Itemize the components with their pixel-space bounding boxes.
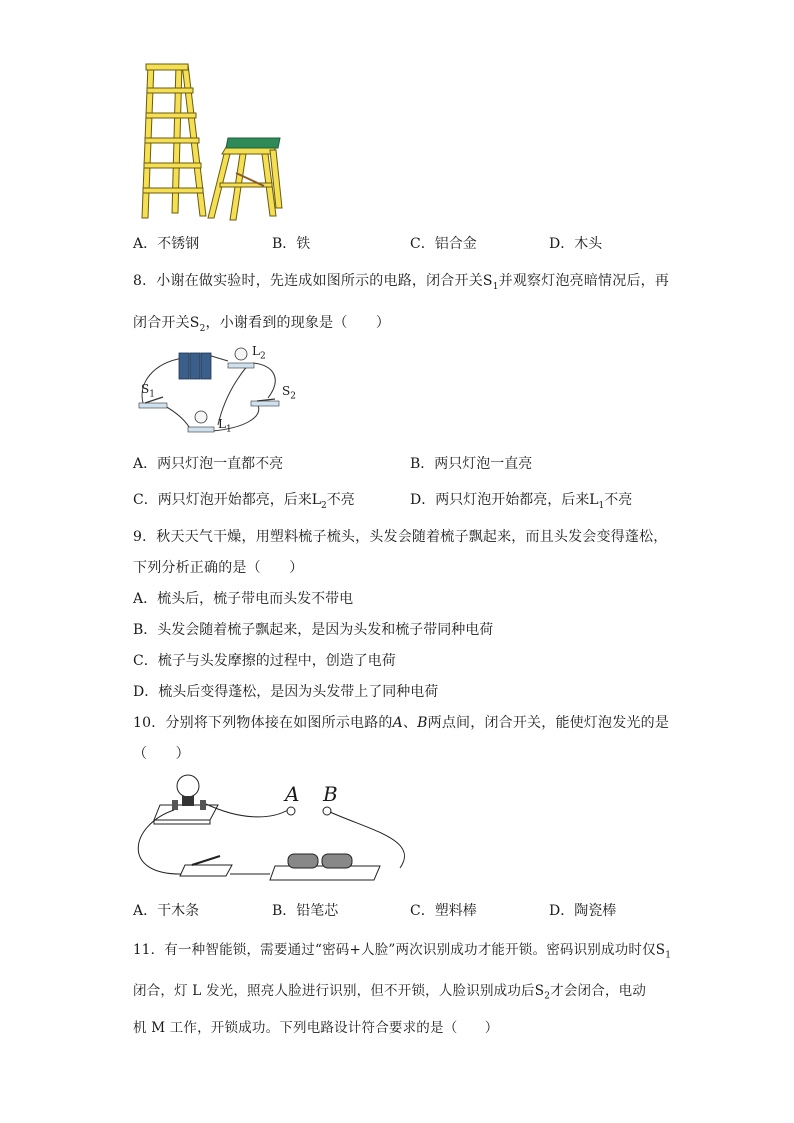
bulb-l1-icon <box>188 411 214 432</box>
label-s2-text: S <box>282 384 291 398</box>
q8-stem-line1-text-b: 并观察灯泡亮暗情况后，再 <box>498 273 670 289</box>
label-s2-sub: 2 <box>290 391 296 402</box>
q11-stem-line3: 机 M 工作，开锁成功。下列电路设计符合要求的是（ ） <box>133 1020 499 1036</box>
battery-icon <box>179 353 211 379</box>
label-s2 <box>282 384 296 401</box>
q11-stem-line2-sub: 2 <box>544 991 551 1002</box>
q8-option-b[interactable]: B．两只灯泡一直亮 <box>410 456 533 472</box>
q8-option-d-text-a: D．两只灯泡开始都亮，后来L <box>410 492 599 508</box>
bulb-l2-icon <box>228 348 254 368</box>
q8-stem-line2-text-a: 闭合开关S <box>133 315 200 331</box>
q10-stem-line1 <box>133 712 669 732</box>
q10-figure-label-b: B <box>323 782 338 806</box>
q8-option-c-sub: 2 <box>321 500 327 511</box>
q8-option-a[interactable]: A．两只灯泡一直都不亮 <box>133 456 284 472</box>
switch-icon <box>180 856 232 876</box>
label-l1-sub: 1 <box>225 424 232 435</box>
q8-option-c[interactable] <box>133 489 355 511</box>
q9-option-c[interactable]: C．梳子与头发摩擦的过程中，创造了电荷 <box>133 653 396 669</box>
label-s1-text: S <box>141 382 150 396</box>
label-l2-text: L <box>252 344 260 358</box>
q9-stem-line1: 9．秋天天气干燥，用塑料梳子梳头，头发会随着梳子飘起来，而且头发会变得蓬松， <box>133 529 668 545</box>
q8-option-c-text-a: C．两只灯泡开始都亮，后来L <box>133 492 322 508</box>
q11-stem-line2-text-a: 闭合，灯 L 发光，照亮人脸进行识别，但不开锁，人脸识别成功后S <box>133 983 545 999</box>
q8-option-d[interactable] <box>410 489 632 511</box>
q7-option-c[interactable]: C．铝合金 <box>410 236 477 252</box>
q11-stem-line1-text: 11．有一种智能锁，需要通过“密码+人脸”两次识别成功才能开锁。密码识别成功时仅S <box>133 942 666 958</box>
q10-option-a[interactable]: A．干木条 <box>133 903 200 919</box>
label-l2 <box>252 344 266 361</box>
q10-stem-line2: （ ） <box>133 746 190 762</box>
q10-figure-label-a: A <box>285 782 300 806</box>
q10-sep: 、 <box>402 715 418 731</box>
q7-option-d[interactable]: D．木头 <box>549 236 603 252</box>
q7-option-b[interactable]: B．铁 <box>272 236 311 252</box>
q11-stem-line1-sub: 1 <box>665 950 672 961</box>
q8-option-d-text-b: 不亮 <box>604 492 633 508</box>
q9-option-b[interactable]: B．头发会随着梳子飘起来，是因为头发和梳子带同种电荷 <box>133 622 494 638</box>
battery-holder-icon <box>270 854 380 880</box>
label-s1-sub: 1 <box>149 389 155 400</box>
q10-option-b[interactable]: B．铅笔芯 <box>272 903 339 919</box>
q7-option-a[interactable]: A．不锈钢 <box>133 236 200 252</box>
q8-stem-line1-sub: 1 <box>492 281 499 292</box>
q9-stem-line2: 下列分析正确的是（ ） <box>133 560 304 576</box>
q10-stem-line1-text-a: 10．分别将下列物体接在如图所示电路的 <box>133 715 393 731</box>
switch-s2-icon <box>251 399 279 406</box>
q10-option-d[interactable]: D．陶瓷棒 <box>549 903 617 919</box>
label-l2-sub: 2 <box>259 351 266 362</box>
label-l1-text: L <box>218 417 226 431</box>
q11-stem-line1 <box>133 938 671 961</box>
q10-point-a: A <box>392 715 403 731</box>
q8-stem-line2 <box>133 312 390 334</box>
label-s1 <box>141 382 155 399</box>
label-l1 <box>218 417 232 434</box>
q10-circuit-figure <box>130 770 420 888</box>
q10-point-b: B <box>417 715 428 731</box>
q10-option-c[interactable]: C．塑料棒 <box>410 903 477 919</box>
q8-stem-line2-text-b: ，小谢看到的现象是（ ） <box>205 315 391 331</box>
q8-stem-line1 <box>133 270 669 292</box>
q11-stem-line2 <box>133 979 646 1002</box>
lamp-icon <box>172 775 206 810</box>
q8-option-c-text-b: 不亮 <box>326 492 355 508</box>
q11-stem-line2-text-b: 才会闭合，电动 <box>550 983 647 999</box>
q9-option-d[interactable]: D．梳头后变得蓬松，是因为头发带上了同种电荷 <box>133 684 439 700</box>
q8-stem-line2-sub: 2 <box>199 323 206 334</box>
q9-option-a[interactable]: A．梳头后，梳子带电而头发不带电 <box>133 591 354 607</box>
q8-stem-line1-text-a: 8．小谢在做实验时，先连成如图所示的电路，闭合开关S <box>133 273 493 289</box>
ladder-stool-figure <box>140 58 290 226</box>
q10-stem-line1-text-b: 两点间，闭合开关，能使灯泡发光的是 <box>427 715 670 731</box>
q8-option-d-sub: 1 <box>598 500 605 511</box>
